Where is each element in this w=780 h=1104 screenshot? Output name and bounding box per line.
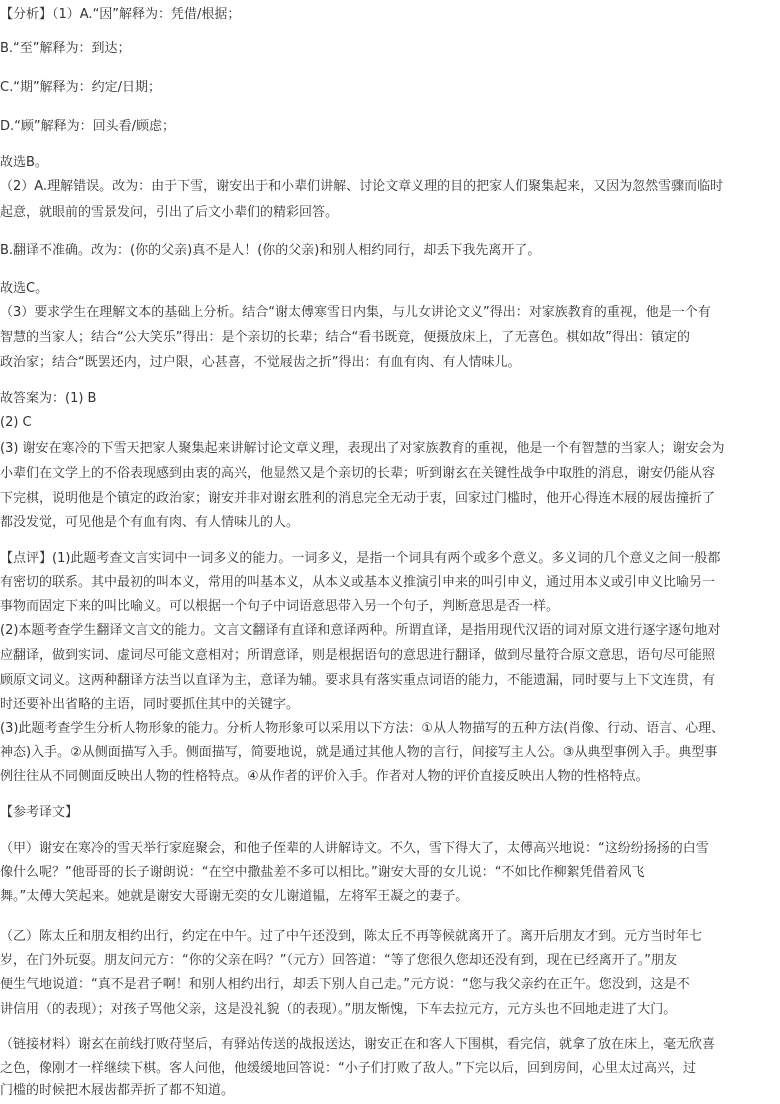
text-line: 都没发觉，可见他是个有血有肉、有人情味儿的人。 — [0, 515, 300, 530]
text-line: (2)本题考查学生翻译文言文的能力。文言文翻译有直译和意译两种。所谓直译，是指用现代汉语的词对原文进行逐字逐句地对 — [0, 623, 721, 638]
text-line: 门槛的时候把木屐齿都弄折了都不知道。 — [0, 1083, 235, 1098]
text-line: 【点评】(1)此题考查文言实词中一词多义的能力。一词多义，是指一个词具有两个或多个意义。多义词的几个意义之间一般都 — [0, 551, 721, 566]
text-line: 岁，在门外玩耍。朋友问元方：“你的父亲在吗？”（元方）回答道：“等了您很久您却还没有到，现在已经离开了。”朋友 — [0, 953, 677, 968]
text-line: 舞。”太傅大笑起来。她就是谢安大哥谢无奕的女儿谢道韫，左将军王凝之的妻子。 — [0, 889, 469, 904]
text-line: （乙）陈太丘和朋友相约出行，约定在中午。过了中午还没到，陈太丘不再等候就离开了。离开后朋友才到。元方当时年七 — [0, 929, 703, 944]
text-line: B.“至”解释为：到达； — [0, 41, 131, 56]
text-line: 之色，像刚才一样继续下棋。客人问他，他缓缓地回答说：“小子们打败了敌人。”下完以后，回到房间，心里太过高兴，过 — [0, 1061, 696, 1076]
text-line: 小辈们在文学上的不俗表现感到由衷的高兴，他显然又是个亲切的长辈；听到谢玄在关键性战争中取胜的消息，谢安仍能从容 — [0, 466, 716, 481]
text-line: 事物而固定下来的叫比喻义。可以根据一个句子中词语意思带入另一个句子，判断意思是否一样。 — [0, 599, 560, 614]
text-line: (3)此题考查学生分析人物形象的能力。分析人物形象可以采用以下方法：①从人物描写的五种方法(肖像、行动、语言、心理、 — [0, 721, 725, 736]
text-line: 例往往从不同侧面反映出人物的性格特点。④从作者的评价入手。作者对人物的评价直接反映出人物的性格特点。 — [0, 769, 649, 784]
text-line: 便生气地说道：“真不是君子啊！和别人相约出行，却丢下别人自己走。”元方说：“您与我父亲约在正午。您没到，这是不 — [0, 977, 690, 992]
text-line: 讲信用（的表现）；对孩子骂他父亲，这是没礼貌（的表现）。”朋友惭愧，下车去拉元方，元方头也不回地走进了大门。 — [0, 1002, 677, 1017]
text-line: 起意，就眼前的雪景发问，引出了后文小辈们的精彩回答。 — [0, 205, 339, 220]
text-line: 时还要补出省略的主语，同时要抓住其中的关键字。 — [0, 697, 300, 712]
text-line: C.“期”解释为：约定/日期； — [0, 80, 162, 95]
text-line: 应翻译，做到实词、虚词尽可能文意相对；所谓意译，则是根据语句的意思进行翻译，做到尽量符合原文意思，语句尽可能照 — [0, 648, 716, 663]
text-line: （甲）谢安在寒冷的雪天举行家庭聚会，和他子侄辈的人讲解诗文。不久，雪下得大了，太傅高兴地说：“这纷纷扬扬的白雪 — [0, 841, 709, 856]
text-line: 故选C。 — [0, 281, 49, 296]
text-line: B.翻译不准确。改为：(你的父亲)真不是人！(你的父亲)和别人相约同行，却丢下我先离开了。 — [0, 243, 541, 258]
text-line: 下完棋，说明他是个镇定的政治家；谢安并非对谢玄胜利的消息完全无动于衷，回家过门槛时，他开心得连木屐的屐齿撞折了 — [0, 491, 716, 506]
text-line: （2）A.理解错误。改为：由于下雪，谢安出于和小辈们讲解、讨论文章义理的目的把家人们聚集起来，又因为忽然雪骤而临时 — [0, 179, 724, 194]
text-line: （链接材料）谢玄在前线打败苻坚后，有驿站传送的战报送达，谢安正在和客人下围棋，看完信，就拿了放在床上，毫无欣喜 — [0, 1037, 716, 1052]
text-line: （3）要求学生在理解文本的基础上分析。结合“谢太傅寒雪日内集，与儿女讲论文义”得出：对家族教育的重视，他是一个有 — [0, 305, 711, 320]
text-line: 像什么呢？”他哥哥的长子谢朗说：“在空中撒盐差不多可以相比。”谢安大哥的女儿说：“不如比作柳絮凭借着风飞 — [0, 865, 645, 880]
text-line: (2) C — [0, 415, 32, 430]
text-line: 顾原文词义。这两种翻译方法当以直译为主，意译为辅。要求具有落实重点词语的能力，不能遗漏，同时要与上下文连贯，有 — [0, 673, 716, 688]
section-heading: 【参考译文】 — [0, 805, 79, 820]
text-line: 故答案为：(1) B — [0, 391, 97, 406]
text-line: 智慧的当家人；结合“公大笑乐”得出：是个亲切的长辈；结合“看书既竟，便摄放床上，了无喜色。棋如故”得出：镇定的 — [0, 330, 690, 345]
text-line: 【分析】（1）A.“因”解释为：凭借/根据； — [0, 7, 241, 22]
text-line: 故选B。 — [0, 155, 48, 170]
text-line: 神态)入手。②从侧面描写入手。侧面描写，简要地说，就是通过其他人物的言行，间接写主人公。③从典型事例入手。典型事 — [0, 745, 718, 760]
text-line: 政治家；结合“既罢还内，过户限，心甚喜，不觉屐齿之折”得出：有血有肉、有人情味儿。 — [0, 355, 521, 370]
text-line: D.“顾”解释为：回头看/顾虑； — [0, 119, 175, 134]
text-line: 有密切的联系。其中最初的叫本义，常用的叫基本义，从本义或基本义推演引申来的叫引申义，通过用本义或引申义比喻另一 — [0, 575, 716, 590]
text-line: (3) 谢安在寒冷的下雪天把家人聚集起来讲解讨论文章义理，表现出了对家族教育的重视，他是一个有智慧的当家人；谢安会为 — [0, 441, 725, 456]
